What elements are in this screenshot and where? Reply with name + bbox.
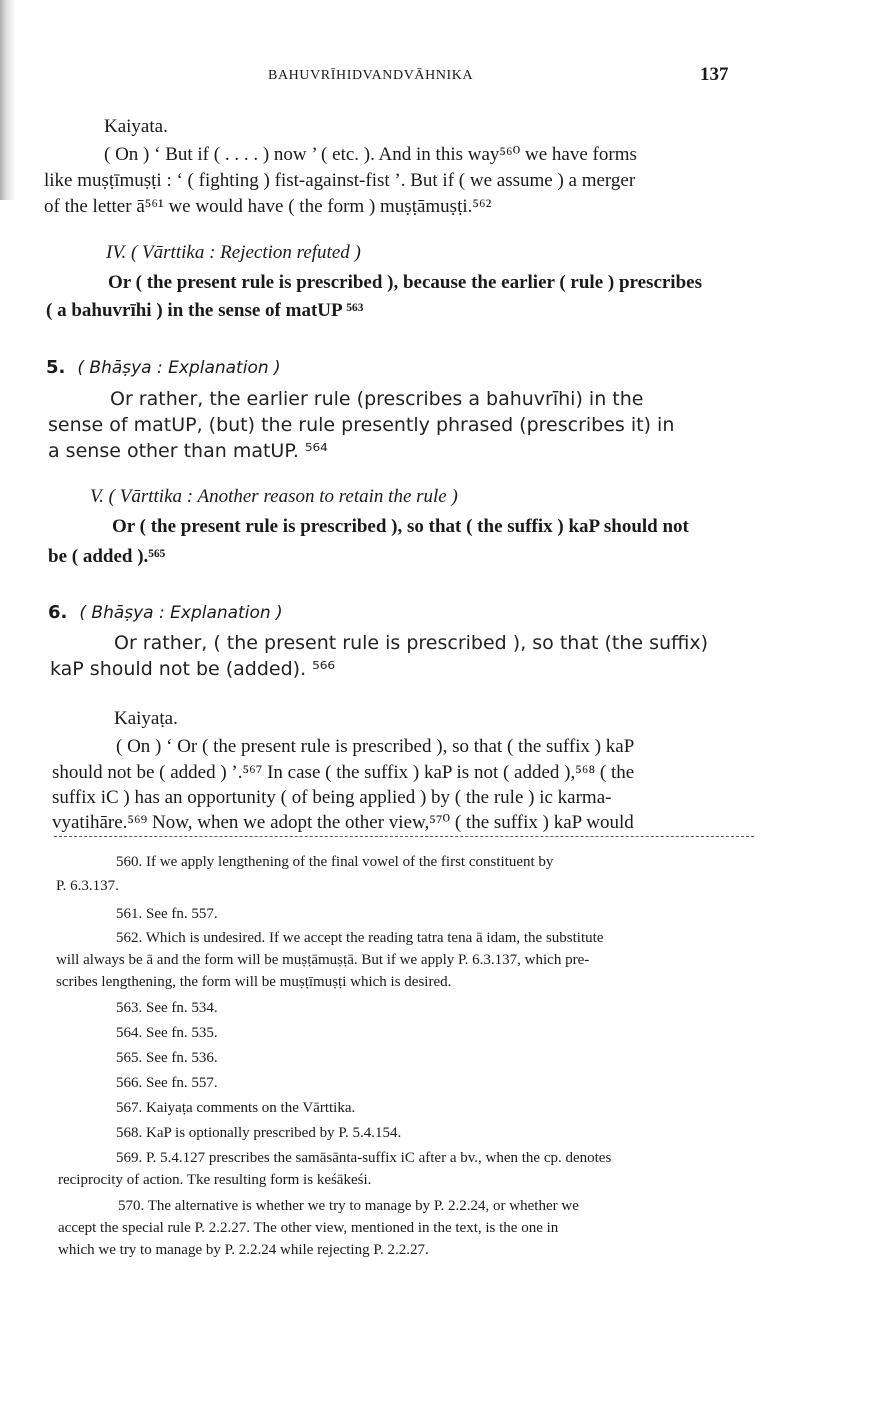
page-number: 137 (700, 64, 729, 85)
kaiyata1-line1: ( On ) ‘ But if ( . . . . ) now ’ ( etc. ). And in this way⁵⁶⁰ we have forms (104, 144, 637, 165)
footnote-562-line2: will always be ā and the form will be muṣṭāmuṣṭā. But if we apply P. 6.3.137, which pre- (56, 952, 590, 968)
footnote-569-line2: reciprocity of action. Tke resulting form is keśākeśi. (58, 1172, 372, 1188)
kaiyata2-line1: ( On ) ‘ Or ( the present rule is prescribed ), so that ( the suffix ) kaP (116, 736, 635, 757)
bhasya5-line2: sense of matUP, (but) the rule presently phrased (prescribes it) in (48, 414, 675, 436)
footnote-569-line1: 569. P. 5.4.127 prescribes the samāsānta-suffix iC after a bv., when the cp. denotes (116, 1150, 612, 1166)
section-number: 6. (48, 602, 68, 623)
varttika-5-heading: V. ( Vārttika : Another reason to retain the rule ) (90, 486, 458, 507)
kaiyata-label-2: Kaiyaṭa. (114, 708, 178, 729)
footnote-570-line2: accept the special rule P. 2.2.27. The other view, mentioned in the text, is the one in (58, 1220, 559, 1236)
kaiyata2-line2: should not be ( added ) ’.⁵⁶⁷ In case ( the suffix ) kaP is not ( added ),⁵⁶⁸ ( the (52, 762, 635, 783)
kaiyata1-line3: of the letter ā⁵⁶¹ we would have ( the form ) muṣṭāmuṣṭi.⁵⁶² (44, 196, 492, 217)
footnote-562-line3: scribes lengthening, the form will be muṣṭīmuṣṭi which is desired. (56, 974, 452, 990)
bhasya5-line3: a sense other than matUP. ⁵⁶⁴ (48, 440, 328, 462)
footnote-570-line1: 570. The alternative is whether we try to manage by P. 2.2.24, or whether we (118, 1198, 579, 1214)
kaiyata1-line2: like muṣṭīmuṣṭi : ‘ ( fighting ) fist-against-fist ’. But if ( we assume ) a merger (44, 170, 636, 191)
kaiyata-label-1: Kaiyata. (104, 116, 168, 137)
bhasya-5-heading (46, 355, 281, 381)
footnote-divider (54, 836, 754, 837)
footnote-567: 567. Kaiyaṭa comments on the Vārttika. (116, 1100, 356, 1116)
kaiyata2-line3: suffix iC ) has an opportunity ( of being applied ) by ( the rule ) ic karma- (52, 787, 612, 808)
bhasya5-line1: Or rather, the earlier rule (prescribes a bahuvrīhi) in the (110, 388, 644, 410)
section-label: ( Bhāṣya : Explanation ) (79, 603, 283, 623)
footnote-562-line1: 562. Which is undesired. If we accept the reading tatra tena ā idam, the substitute (116, 930, 604, 946)
bhasya6-line1: Or rather, ( the present rule is prescribed ), so that (the suffix) (114, 632, 709, 654)
bhasya6-line2: kaP should not be (added). ⁵⁶⁶ (50, 658, 336, 680)
varttika4-line2: ( a bahuvrīhi ) in the sense of matUP ⁵⁶³ (46, 300, 364, 321)
footnote-561: 561. See fn. 557. (116, 906, 218, 922)
section-number: 5. (46, 357, 66, 378)
running-title: BAHUVRĪHIDVANDVĀHNIKA (268, 68, 474, 83)
varttika5-line2: be ( added ).⁵⁶⁵ (48, 546, 166, 567)
page-header (0, 64, 885, 88)
footnote-566: 566. See fn. 557. (116, 1075, 218, 1091)
footnote-563: 563. See fn. 534. (116, 1000, 218, 1016)
footnote-560-line1: 560. If we apply lengthening of the final vowel of the first constituent by (116, 854, 554, 870)
kaiyata2-line4: vyatihāre.⁵⁶⁹ Now, when we adopt the other view,⁵⁷⁰ ( the suffix ) kaP would (52, 812, 634, 833)
footnote-564: 564. See fn. 535. (116, 1025, 218, 1041)
varttika4-line1: Or ( the present rule is prescribed ), because the earlier ( rule ) prescribes (108, 272, 702, 293)
footnote-568: 568. KaP is optionally prescribed by P. 5.4.154. (116, 1125, 402, 1141)
footnote-560-line2: P. 6.3.137. (56, 878, 119, 894)
footnote-565: 565. See fn. 536. (116, 1050, 218, 1066)
varttika5-line1: Or ( the present rule is prescribed ), so that ( the suffix ) kaP should not (112, 516, 689, 537)
scan-edge-shadow (0, 0, 16, 200)
varttika-4-heading: IV. ( Vārttika : Rejection refuted ) (106, 242, 361, 263)
section-label: ( Bhāṣya : Explanation ) (77, 358, 281, 378)
bhasya-6-heading (48, 600, 283, 626)
footnote-570-line3: which we try to manage by P. 2.2.24 while rejecting P. 2.2.27. (58, 1242, 429, 1258)
